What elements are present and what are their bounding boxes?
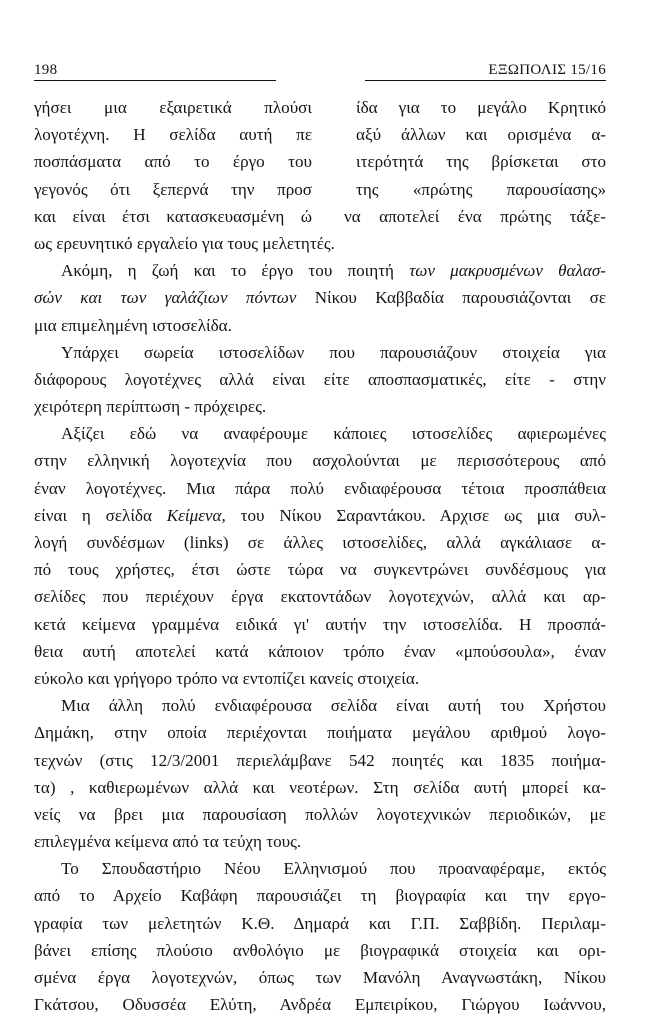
- italic-run: σών και των γαλάζιων πόντων: [34, 288, 297, 308]
- gap-line-right: αξύ άλλων και ορισμένα α-: [356, 125, 606, 145]
- paragraph-line: πό τους χρήστες, έτσι ώστε τώρα να συγκεντρώνει συνδέσμους για: [34, 560, 606, 580]
- paragraph-line: χειρότερη περίπτωση - πρόχειρες.: [34, 397, 267, 417]
- gap-line: [34, 148, 606, 175]
- header-right-rule: [365, 60, 606, 81]
- paragraph-line: από το Αρχείο Καβάφη παρουσιάζει τη βιογραφία και την εργο-: [34, 886, 606, 906]
- paragraph-line: κετά κείμενα γραμμένα ειδικά γι' αυτήν την ιστοσελίδα. Η προσπά-: [34, 614, 606, 634]
- gap-line-left: γεγονός ότι ξεπερνά την προσ: [34, 179, 312, 199]
- header-left-rule: [34, 60, 276, 81]
- text-run: είναι η σελίδα: [34, 505, 167, 525]
- text-run: Νίκου Καββαδία παρουσιάζονται σε: [296, 288, 606, 308]
- gap-line: [34, 121, 606, 148]
- paragraph-line: διάφορους λογοτέχνες αλλά είναι είτε αποσπασματικές, είτε - στην: [34, 369, 606, 389]
- gap-line: [34, 176, 606, 203]
- paragraph-line: [34, 257, 606, 284]
- paragraph-line: γραφία των μελετητών Κ.Θ. Δημαρά και Γ.Π. Σαββίδη. Περιλαμ-: [34, 913, 606, 933]
- paragraph-line: Το Σπουδαστήριο Νέου Ελληνισμού που προαναφέραμε, εκτός: [61, 859, 606, 879]
- paragraph-line: Αξίζει εδώ να αναφέρουμε κάποιες ιστοσελίδες αφιερωμένες: [61, 424, 606, 444]
- gap-line-left: λογοτέχνη. Η σελίδα αυτή πε: [34, 125, 312, 145]
- paragraph-line: Μια άλλη πολύ ενδιαφέρουσα σελίδα είναι αυτή του Χρήστου: [61, 696, 606, 716]
- paragraph-line: λογή συνδέσμων (links) σε άλλες ιστοσελίδες, αλλά αγκάλιασε α-: [34, 533, 606, 552]
- paragraph-line: Υπάρχει σωρεία ιστοσελίδων που παρουσιάζουν στοιχεία για: [61, 342, 606, 362]
- paragraph-line: έναν λογοτέχνες. Μια πάρα πολύ ενδιαφέρουσα τέτοια προσπάθεια: [34, 478, 606, 498]
- running-header: [34, 60, 606, 82]
- paragraph-line: Γκάτσου, Οδυσσέα Ελύτη, Ανδρέα Εμπειρίκου, Γιώργου Ιωάννου,: [34, 995, 606, 1015]
- gap-line-right: ίδα για το μεγάλο Κρητικό: [356, 98, 606, 117]
- gap-line-left: ποσπάσματα από το έργο του: [34, 152, 312, 172]
- gap-line-right: να αποτελεί ένα πρώτης τάξε-: [344, 206, 606, 226]
- paragraph-line: επιλεγμένα κείμενα από τα τεύχη τους.: [34, 832, 302, 852]
- text-run: , του Νίκου Σαραντάκου. Αρχισε ως μια συλ-: [221, 505, 606, 525]
- italic-run: των μακρυσμένων θαλασ-: [409, 261, 606, 281]
- text-run: Ακόμη, η ζωή και το έργο του ποιητή: [61, 261, 410, 281]
- paragraph-line: [34, 284, 606, 311]
- paragraph-line: σελίδες που περιέχουν έργα εκατοντάδων λογοτεχνών, αλλά και αρ-: [34, 587, 606, 607]
- gap-line-left: και είναι έτσι κατασκευασμένη ώ: [34, 206, 312, 226]
- paragraph-line: νείς να βρει μια παρουσίαση πολλών λογοτεχνικών περιοδικών, με: [34, 804, 606, 824]
- page-body: [34, 94, 606, 1018]
- gap-line: [34, 203, 606, 230]
- paragraph-line: στην ελληνική λογοτεχνία που ασχολούνται με περισσότερους από: [34, 451, 606, 471]
- gap-line-left: γήσει μια εξαιρετικά πλούσι: [34, 98, 312, 117]
- gap-line: [34, 94, 606, 121]
- gap-line-right: της «πρώτης παρουσίασης»: [356, 179, 606, 199]
- page-number: 198: [34, 62, 58, 78]
- gap-line-right: ιτερότητά της βρίσκεται στο: [356, 152, 606, 172]
- paragraph-line: τεχνών (στις 12/3/2001 περιελάμβανε 542 ποιητές και 1835 ποιήμα-: [34, 750, 606, 770]
- paragraph-line: Δημάκη, στην οποία περιέχονται ποιήματα μεγάλου αριθμού λογο-: [34, 723, 606, 743]
- paragraph-line: θεια αυτή αποτελεί κατά κάποιον τρόπο έναν «μπούσουλα», έναν: [34, 641, 606, 661]
- paragraph-line: τα) , καθιερωμένων αλλά και νεοτέρων. Στη σελίδα αυτή μπορεί κα-: [34, 777, 606, 797]
- paragraph-line: σμένα έργα λογοτεχνών, όπως των Μανόλη Αναγνωστάκη, Νίκου: [34, 968, 606, 987]
- italic-run: Κείμενα: [166, 505, 222, 525]
- continuation-line: ως ερευνητικό εργαλείο για τους μελετητές.: [34, 233, 335, 253]
- paragraph-line: εύκολο και γρήγορο τρόπο να εντοπίζει κανείς στοιχεία.: [34, 668, 420, 688]
- paragraph-line: μια επιμελημένη ιστοσελίδα.: [34, 315, 232, 335]
- paragraph-line: βάνει επίσης πλούσιο ανθολόγιο με βιογραφικά στοιχεία και ορι-: [34, 940, 606, 960]
- paragraph-line: [34, 502, 606, 529]
- journal-title: ΕΞΩΠΟΛΙΣ 15/16: [488, 62, 606, 78]
